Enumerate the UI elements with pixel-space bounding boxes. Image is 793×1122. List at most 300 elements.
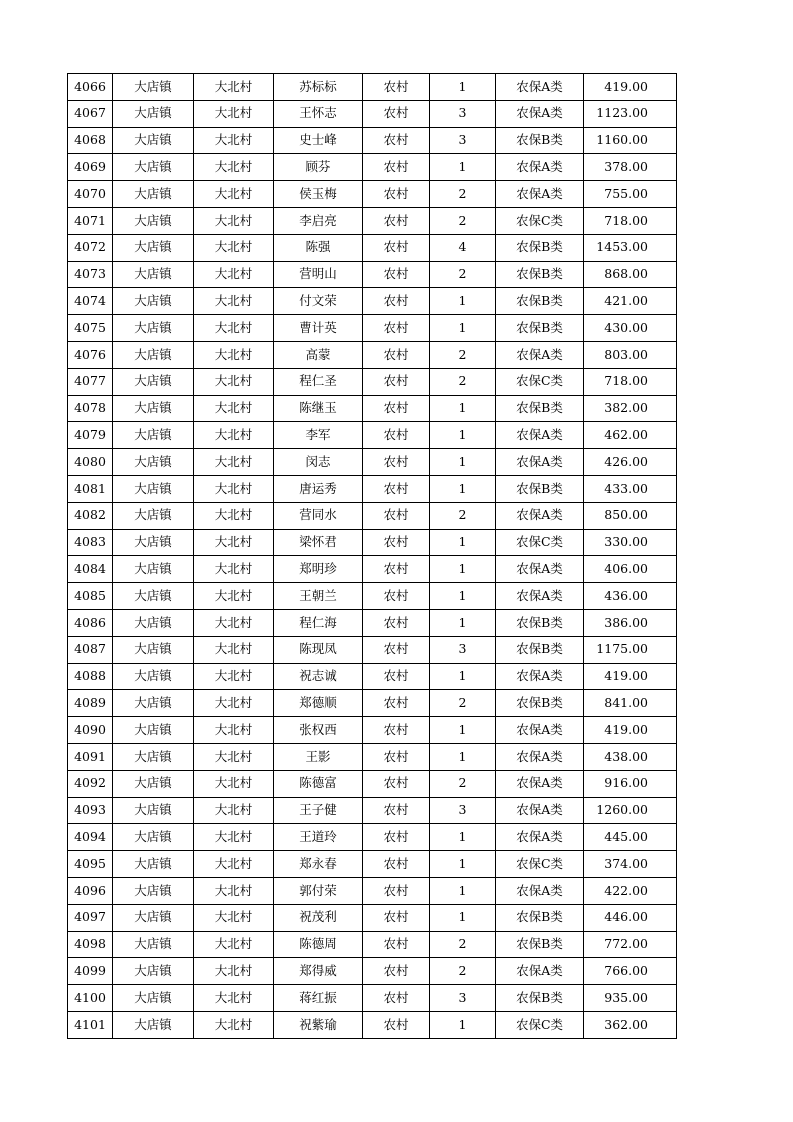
area-type-cell: 农村 <box>363 422 430 449</box>
town-cell: 大店镇 <box>113 422 194 449</box>
insurance-category-cell: 农保A类 <box>496 770 584 797</box>
name-cell: 顾芬 <box>274 154 363 181</box>
name-cell: 陈强 <box>274 234 363 261</box>
name-cell: 闵志 <box>274 449 363 476</box>
row-number-cell: 4085 <box>68 583 113 610</box>
insurance-category-cell: 农保B类 <box>496 315 584 342</box>
table-row <box>68 234 677 261</box>
insurance-category-cell: 农保A类 <box>496 154 584 181</box>
name-cell: 曹计英 <box>274 315 363 342</box>
table-row <box>68 529 677 556</box>
row-number-cell: 4076 <box>68 341 113 368</box>
amount-cell: 419.00 <box>584 663 677 690</box>
insurance-category-cell: 农保C类 <box>496 368 584 395</box>
area-type-cell: 农村 <box>363 877 430 904</box>
row-number-cell: 4069 <box>68 154 113 181</box>
area-type-cell: 农村 <box>363 261 430 288</box>
insurance-category-cell: 农保C类 <box>496 529 584 556</box>
village-cell: 大北村 <box>194 154 274 181</box>
insurance-category-cell: 农保B类 <box>496 475 584 502</box>
amount-cell: 1123.00 <box>584 100 677 127</box>
household-count-cell: 1 <box>430 877 496 904</box>
insurance-category-cell: 农保A类 <box>496 663 584 690</box>
town-cell: 大店镇 <box>113 690 194 717</box>
table-row <box>68 288 677 315</box>
town-cell: 大店镇 <box>113 958 194 985</box>
name-cell: 史士峰 <box>274 127 363 154</box>
area-type-cell: 农村 <box>363 207 430 234</box>
amount-cell: 718.00 <box>584 368 677 395</box>
row-number-cell: 4096 <box>68 877 113 904</box>
town-cell: 大店镇 <box>113 449 194 476</box>
village-cell: 大北村 <box>194 475 274 502</box>
insurance-category-cell: 农保B类 <box>496 234 584 261</box>
area-type-cell: 农村 <box>363 234 430 261</box>
insurance-category-cell: 农保B类 <box>496 636 584 663</box>
area-type-cell: 农村 <box>363 958 430 985</box>
amount-cell: 718.00 <box>584 207 677 234</box>
amount-cell: 419.00 <box>584 74 677 101</box>
town-cell: 大店镇 <box>113 74 194 101</box>
row-number-cell: 4099 <box>68 958 113 985</box>
village-cell: 大北村 <box>194 609 274 636</box>
name-cell: 祝茂利 <box>274 904 363 931</box>
amount-cell: 386.00 <box>584 609 677 636</box>
amount-cell: 438.00 <box>584 743 677 770</box>
household-count-cell: 3 <box>430 127 496 154</box>
village-cell: 大北村 <box>194 931 274 958</box>
name-cell: 陈德富 <box>274 770 363 797</box>
household-count-cell: 1 <box>430 529 496 556</box>
name-cell: 李启亮 <box>274 207 363 234</box>
table-row <box>68 583 677 610</box>
row-number-cell: 4077 <box>68 368 113 395</box>
household-count-cell: 4 <box>430 234 496 261</box>
insurance-category-cell: 农保B类 <box>496 288 584 315</box>
village-cell: 大北村 <box>194 502 274 529</box>
village-cell: 大北村 <box>194 315 274 342</box>
village-cell: 大北村 <box>194 770 274 797</box>
village-cell: 大北村 <box>194 234 274 261</box>
village-cell: 大北村 <box>194 368 274 395</box>
row-number-cell: 4083 <box>68 529 113 556</box>
name-cell: 陈现凤 <box>274 636 363 663</box>
name-cell: 程仁圣 <box>274 368 363 395</box>
town-cell: 大店镇 <box>113 315 194 342</box>
town-cell: 大店镇 <box>113 395 194 422</box>
data-table-container <box>67 73 677 1039</box>
amount-cell: 422.00 <box>584 877 677 904</box>
area-type-cell: 农村 <box>363 475 430 502</box>
town-cell: 大店镇 <box>113 931 194 958</box>
row-number-cell: 4066 <box>68 74 113 101</box>
insurance-category-cell: 农保B类 <box>496 609 584 636</box>
table-row <box>68 931 677 958</box>
household-count-cell: 2 <box>430 341 496 368</box>
name-cell: 郑永春 <box>274 851 363 878</box>
name-cell: 王朝兰 <box>274 583 363 610</box>
village-cell: 大北村 <box>194 341 274 368</box>
town-cell: 大店镇 <box>113 207 194 234</box>
household-count-cell: 1 <box>430 717 496 744</box>
row-number-cell: 4075 <box>68 315 113 342</box>
amount-cell: 755.00 <box>584 181 677 208</box>
row-number-cell: 4088 <box>68 663 113 690</box>
household-count-cell: 2 <box>430 958 496 985</box>
area-type-cell: 农村 <box>363 341 430 368</box>
table-row <box>68 1011 677 1038</box>
insurance-category-cell: 农保B类 <box>496 395 584 422</box>
village-cell: 大北村 <box>194 904 274 931</box>
household-count-cell: 1 <box>430 609 496 636</box>
row-number-cell: 4100 <box>68 985 113 1012</box>
table-row <box>68 636 677 663</box>
town-cell: 大店镇 <box>113 797 194 824</box>
household-count-cell: 1 <box>430 449 496 476</box>
amount-cell: 446.00 <box>584 904 677 931</box>
village-cell: 大北村 <box>194 583 274 610</box>
area-type-cell: 农村 <box>363 824 430 851</box>
town-cell: 大店镇 <box>113 288 194 315</box>
area-type-cell: 农村 <box>363 100 430 127</box>
area-type-cell: 农村 <box>363 797 430 824</box>
village-cell: 大北村 <box>194 395 274 422</box>
town-cell: 大店镇 <box>113 502 194 529</box>
area-type-cell: 农村 <box>363 851 430 878</box>
amount-cell: 916.00 <box>584 770 677 797</box>
village-cell: 大北村 <box>194 261 274 288</box>
village-cell: 大北村 <box>194 556 274 583</box>
area-type-cell: 农村 <box>363 904 430 931</box>
household-count-cell: 2 <box>430 770 496 797</box>
village-cell: 大北村 <box>194 636 274 663</box>
village-cell: 大北村 <box>194 1011 274 1038</box>
table-row <box>68 395 677 422</box>
town-cell: 大店镇 <box>113 127 194 154</box>
amount-cell: 1453.00 <box>584 234 677 261</box>
name-cell: 营明山 <box>274 261 363 288</box>
area-type-cell: 农村 <box>363 556 430 583</box>
row-number-cell: 4097 <box>68 904 113 931</box>
insurance-category-cell: 农保B类 <box>496 985 584 1012</box>
table-row <box>68 717 677 744</box>
row-number-cell: 4082 <box>68 502 113 529</box>
table-body <box>68 74 677 1039</box>
area-type-cell: 农村 <box>363 127 430 154</box>
town-cell: 大店镇 <box>113 181 194 208</box>
town-cell: 大店镇 <box>113 904 194 931</box>
town-cell: 大店镇 <box>113 609 194 636</box>
row-number-cell: 4081 <box>68 475 113 502</box>
insurance-category-cell: 农保A类 <box>496 100 584 127</box>
name-cell: 郑得威 <box>274 958 363 985</box>
village-cell: 大北村 <box>194 74 274 101</box>
name-cell: 郑德顺 <box>274 690 363 717</box>
area-type-cell: 农村 <box>363 583 430 610</box>
household-count-cell: 1 <box>430 422 496 449</box>
row-number-cell: 4101 <box>68 1011 113 1038</box>
table-row <box>68 100 677 127</box>
amount-cell: 935.00 <box>584 985 677 1012</box>
insurance-category-cell: 农保A类 <box>496 341 584 368</box>
table-row <box>68 475 677 502</box>
household-count-cell: 2 <box>430 931 496 958</box>
household-count-cell: 1 <box>430 663 496 690</box>
amount-cell: 330.00 <box>584 529 677 556</box>
area-type-cell: 农村 <box>363 154 430 181</box>
area-type-cell: 农村 <box>363 74 430 101</box>
insurance-category-cell: 农保A类 <box>496 422 584 449</box>
town-cell: 大店镇 <box>113 368 194 395</box>
table-row <box>68 904 677 931</box>
amount-cell: 430.00 <box>584 315 677 342</box>
row-number-cell: 4068 <box>68 127 113 154</box>
insurance-category-cell: 农保C类 <box>496 851 584 878</box>
village-cell: 大北村 <box>194 449 274 476</box>
insurance-category-cell: 农保B类 <box>496 690 584 717</box>
name-cell: 侯玉梅 <box>274 181 363 208</box>
amount-cell: 421.00 <box>584 288 677 315</box>
amount-cell: 850.00 <box>584 502 677 529</box>
table-row <box>68 556 677 583</box>
row-number-cell: 4070 <box>68 181 113 208</box>
amount-cell: 445.00 <box>584 824 677 851</box>
name-cell: 郑明珍 <box>274 556 363 583</box>
table-row <box>68 770 677 797</box>
town-cell: 大店镇 <box>113 824 194 851</box>
town-cell: 大店镇 <box>113 475 194 502</box>
name-cell: 程仁海 <box>274 609 363 636</box>
name-cell: 高蒙 <box>274 341 363 368</box>
table-row <box>68 743 677 770</box>
village-cell: 大北村 <box>194 207 274 234</box>
name-cell: 蒋红振 <box>274 985 363 1012</box>
household-count-cell: 2 <box>430 207 496 234</box>
area-type-cell: 农村 <box>363 368 430 395</box>
area-type-cell: 农村 <box>363 690 430 717</box>
village-cell: 大北村 <box>194 181 274 208</box>
table-row <box>68 690 677 717</box>
household-count-cell: 3 <box>430 797 496 824</box>
town-cell: 大店镇 <box>113 154 194 181</box>
household-count-cell: 3 <box>430 636 496 663</box>
household-count-cell: 1 <box>430 556 496 583</box>
row-number-cell: 4073 <box>68 261 113 288</box>
name-cell: 王道玲 <box>274 824 363 851</box>
town-cell: 大店镇 <box>113 717 194 744</box>
table-row <box>68 851 677 878</box>
table-row <box>68 207 677 234</box>
area-type-cell: 农村 <box>363 502 430 529</box>
household-count-cell: 2 <box>430 261 496 288</box>
row-number-cell: 4080 <box>68 449 113 476</box>
village-cell: 大北村 <box>194 288 274 315</box>
amount-cell: 419.00 <box>584 717 677 744</box>
household-count-cell: 2 <box>430 368 496 395</box>
table-row <box>68 877 677 904</box>
area-type-cell: 农村 <box>363 181 430 208</box>
town-cell: 大店镇 <box>113 100 194 127</box>
town-cell: 大店镇 <box>113 583 194 610</box>
row-number-cell: 4079 <box>68 422 113 449</box>
amount-cell: 406.00 <box>584 556 677 583</box>
village-cell: 大北村 <box>194 100 274 127</box>
town-cell: 大店镇 <box>113 770 194 797</box>
amount-cell: 1260.00 <box>584 797 677 824</box>
village-cell: 大北村 <box>194 877 274 904</box>
household-count-cell: 1 <box>430 288 496 315</box>
amount-cell: 433.00 <box>584 475 677 502</box>
town-cell: 大店镇 <box>113 663 194 690</box>
table-row <box>68 663 677 690</box>
insurance-category-cell: 农保A类 <box>496 74 584 101</box>
insurance-category-cell: 农保A类 <box>496 502 584 529</box>
insurance-category-cell: 农保B类 <box>496 261 584 288</box>
name-cell: 郭付荣 <box>274 877 363 904</box>
row-number-cell: 4072 <box>68 234 113 261</box>
row-number-cell: 4074 <box>68 288 113 315</box>
village-cell: 大北村 <box>194 422 274 449</box>
household-count-cell: 1 <box>430 1011 496 1038</box>
town-cell: 大店镇 <box>113 743 194 770</box>
village-cell: 大北村 <box>194 743 274 770</box>
insurance-category-cell: 农保A类 <box>496 717 584 744</box>
name-cell: 张权西 <box>274 717 363 744</box>
amount-cell: 378.00 <box>584 154 677 181</box>
area-type-cell: 农村 <box>363 770 430 797</box>
amount-cell: 803.00 <box>584 341 677 368</box>
household-count-cell: 1 <box>430 475 496 502</box>
insurance-category-cell: 农保A类 <box>496 824 584 851</box>
insurance-category-cell: 农保A类 <box>496 958 584 985</box>
row-number-cell: 4087 <box>68 636 113 663</box>
insurance-category-cell: 农保A类 <box>496 877 584 904</box>
data-table <box>67 73 677 1039</box>
area-type-cell: 农村 <box>363 529 430 556</box>
area-type-cell: 农村 <box>363 985 430 1012</box>
insurance-category-cell: 农保A类 <box>496 583 584 610</box>
amount-cell: 382.00 <box>584 395 677 422</box>
town-cell: 大店镇 <box>113 529 194 556</box>
village-cell: 大北村 <box>194 690 274 717</box>
household-count-cell: 1 <box>430 743 496 770</box>
area-type-cell: 农村 <box>363 449 430 476</box>
table-row <box>68 368 677 395</box>
table-row <box>68 797 677 824</box>
table-row <box>68 422 677 449</box>
area-type-cell: 农村 <box>363 931 430 958</box>
row-number-cell: 4093 <box>68 797 113 824</box>
household-count-cell: 1 <box>430 583 496 610</box>
area-type-cell: 农村 <box>363 663 430 690</box>
row-number-cell: 4078 <box>68 395 113 422</box>
household-count-cell: 1 <box>430 824 496 851</box>
amount-cell: 362.00 <box>584 1011 677 1038</box>
town-cell: 大店镇 <box>113 1011 194 1038</box>
amount-cell: 1175.00 <box>584 636 677 663</box>
amount-cell: 868.00 <box>584 261 677 288</box>
table-row <box>68 609 677 636</box>
village-cell: 大北村 <box>194 529 274 556</box>
table-row <box>68 449 677 476</box>
amount-cell: 1160.00 <box>584 127 677 154</box>
insurance-category-cell: 农保B类 <box>496 931 584 958</box>
row-number-cell: 4094 <box>68 824 113 851</box>
household-count-cell: 2 <box>430 181 496 208</box>
town-cell: 大店镇 <box>113 877 194 904</box>
amount-cell: 841.00 <box>584 690 677 717</box>
row-number-cell: 4084 <box>68 556 113 583</box>
household-count-cell: 1 <box>430 851 496 878</box>
household-count-cell: 1 <box>430 395 496 422</box>
area-type-cell: 农村 <box>363 609 430 636</box>
row-number-cell: 4091 <box>68 743 113 770</box>
town-cell: 大店镇 <box>113 851 194 878</box>
area-type-cell: 农村 <box>363 288 430 315</box>
amount-cell: 436.00 <box>584 583 677 610</box>
insurance-category-cell: 农保A类 <box>496 743 584 770</box>
household-count-cell: 1 <box>430 74 496 101</box>
row-number-cell: 4090 <box>68 717 113 744</box>
row-number-cell: 4071 <box>68 207 113 234</box>
area-type-cell: 农村 <box>363 717 430 744</box>
village-cell: 大北村 <box>194 824 274 851</box>
area-type-cell: 农村 <box>363 743 430 770</box>
name-cell: 李军 <box>274 422 363 449</box>
insurance-category-cell: 农保B类 <box>496 127 584 154</box>
table-row <box>68 74 677 101</box>
village-cell: 大北村 <box>194 985 274 1012</box>
amount-cell: 374.00 <box>584 851 677 878</box>
name-cell: 陈继玉 <box>274 395 363 422</box>
household-count-cell: 3 <box>430 100 496 127</box>
name-cell: 王子健 <box>274 797 363 824</box>
amount-cell: 772.00 <box>584 931 677 958</box>
household-count-cell: 1 <box>430 154 496 181</box>
amount-cell: 426.00 <box>584 449 677 476</box>
household-count-cell: 3 <box>430 985 496 1012</box>
row-number-cell: 4095 <box>68 851 113 878</box>
area-type-cell: 农村 <box>363 636 430 663</box>
insurance-category-cell: 农保B类 <box>496 904 584 931</box>
insurance-category-cell: 农保A类 <box>496 797 584 824</box>
name-cell: 付文荣 <box>274 288 363 315</box>
table-row <box>68 958 677 985</box>
town-cell: 大店镇 <box>113 636 194 663</box>
row-number-cell: 4089 <box>68 690 113 717</box>
table-row <box>68 261 677 288</box>
row-number-cell: 4067 <box>68 100 113 127</box>
table-row <box>68 341 677 368</box>
name-cell: 唐运秀 <box>274 475 363 502</box>
town-cell: 大店镇 <box>113 261 194 288</box>
table-row <box>68 824 677 851</box>
town-cell: 大店镇 <box>113 234 194 261</box>
row-number-cell: 4098 <box>68 931 113 958</box>
name-cell: 苏标标 <box>274 74 363 101</box>
household-count-cell: 1 <box>430 315 496 342</box>
village-cell: 大北村 <box>194 797 274 824</box>
amount-cell: 766.00 <box>584 958 677 985</box>
town-cell: 大店镇 <box>113 985 194 1012</box>
name-cell: 营同水 <box>274 502 363 529</box>
area-type-cell: 农村 <box>363 395 430 422</box>
table-row <box>68 181 677 208</box>
name-cell: 王影 <box>274 743 363 770</box>
table-row <box>68 154 677 181</box>
table-row <box>68 985 677 1012</box>
insurance-category-cell: 农保A类 <box>496 181 584 208</box>
